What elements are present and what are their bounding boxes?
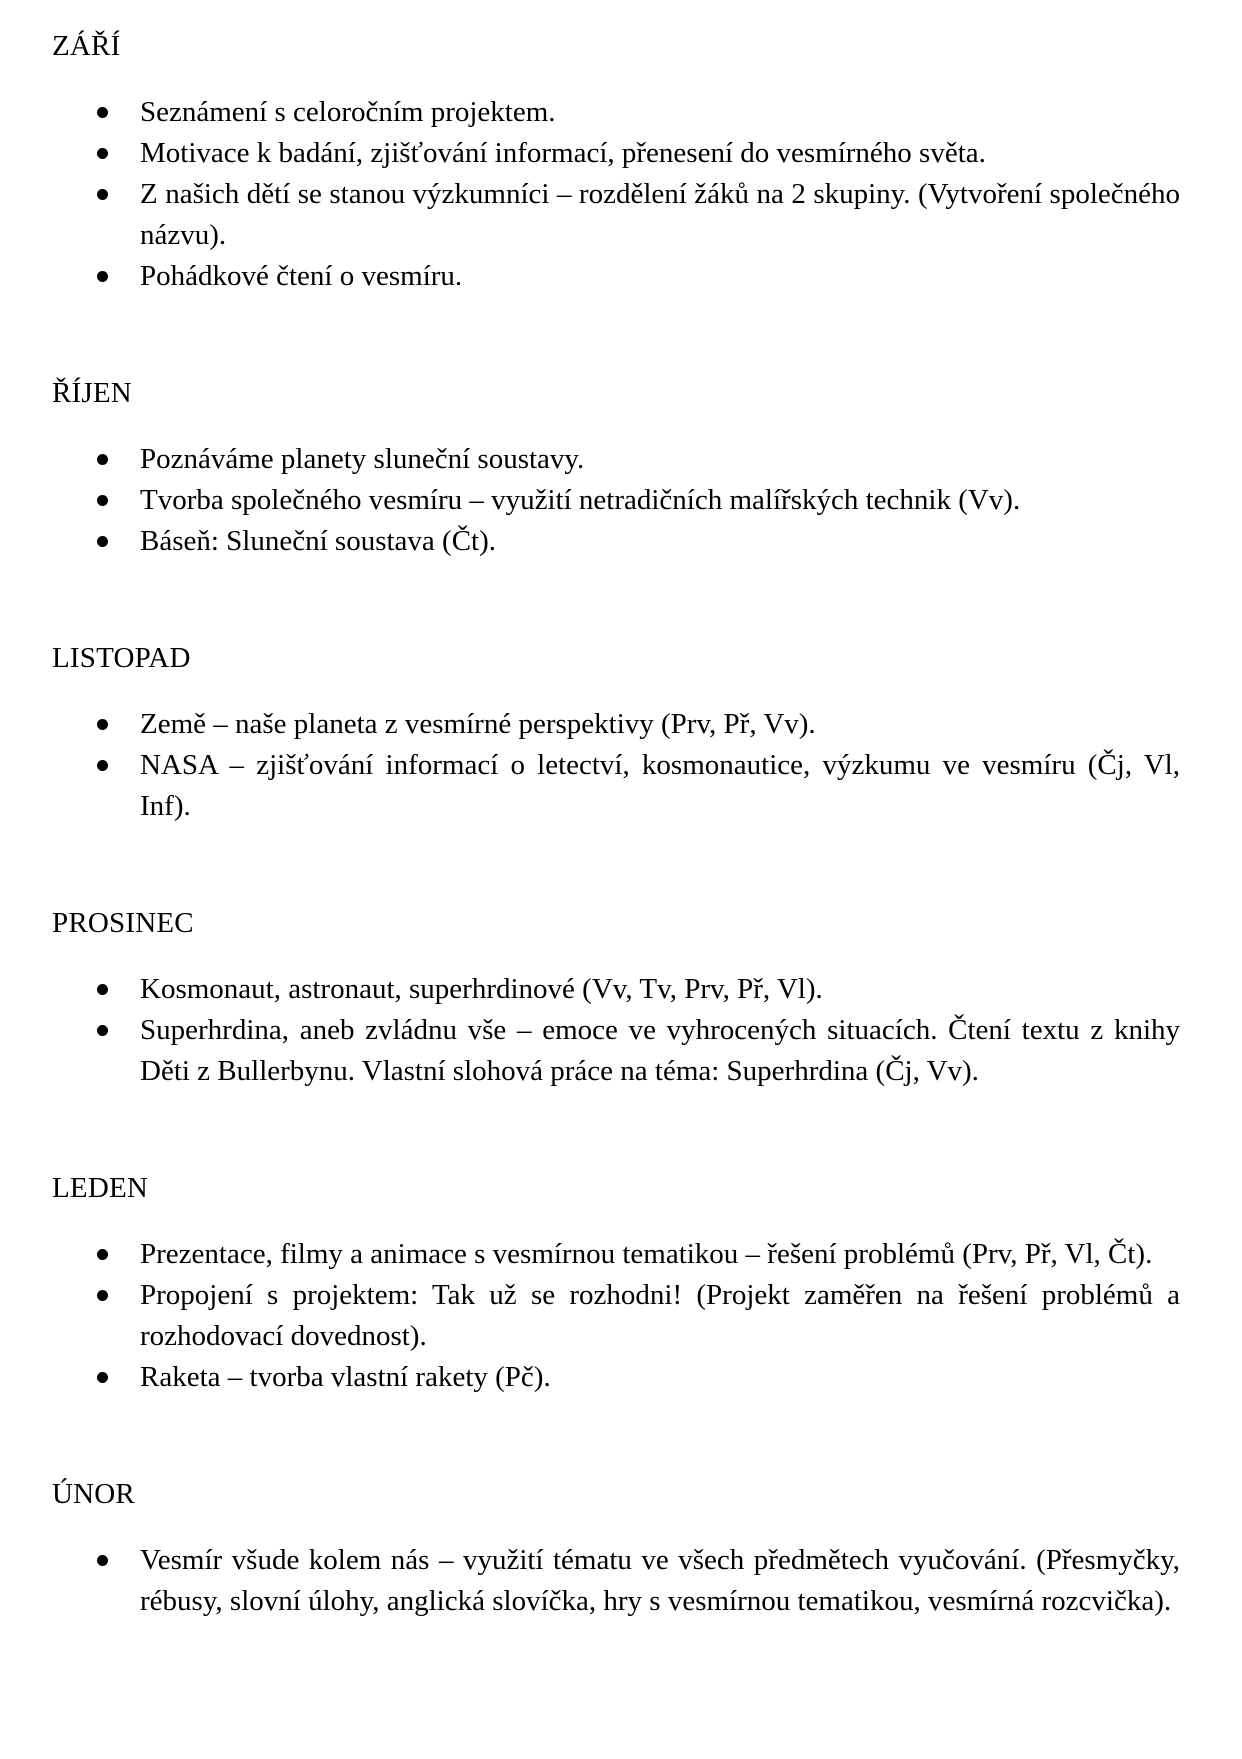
month-heading: PROSINEC xyxy=(52,907,194,939)
list-item-text: Prezentace, filmy a animace s vesmírnou tematikou – řešení problémů (Prv, Př, Vl, Čt). xyxy=(140,1238,1153,1270)
bullet-icon xyxy=(97,1372,108,1383)
list-item xyxy=(52,174,1180,256)
month-section xyxy=(52,638,1180,827)
list-item xyxy=(52,1234,1180,1275)
bullet-icon xyxy=(97,984,108,995)
document-page xyxy=(52,26,1180,1698)
month-section xyxy=(52,1474,1180,1622)
list-item xyxy=(52,256,1180,297)
list-item-text: Superhrdina, aneb zvládnu vše – emoce ve vyhrocených situacích. Čtení textu z knihy Děti z Bullerbynu. Vlastní slohová práce na téma: Superhrdina (Čj, Vv). xyxy=(140,1014,1180,1087)
list-item xyxy=(52,439,1180,480)
bullet-icon xyxy=(97,1555,108,1566)
list-item xyxy=(52,92,1180,133)
bullet-icon xyxy=(97,1249,108,1260)
list-item-text: Poznáváme planety sluneční soustavy. xyxy=(140,443,585,475)
list-item-text: Báseň: Sluneční soustava (Čt). xyxy=(140,525,497,557)
bullet-icon xyxy=(97,1290,108,1301)
bullet-list xyxy=(52,439,1180,562)
list-item xyxy=(52,1540,1180,1622)
month-section xyxy=(52,903,1180,1092)
bullet-list xyxy=(52,704,1180,827)
list-item-text: Vesmír všude kolem nás – využití tématu ve všech předmětech vyučování. (Přesmyčky, rébusy, slovní úlohy, anglická slovíčka, hry s vesmírnou tematikou, vesmírná rozcvička). xyxy=(140,1544,1180,1617)
bullet-icon xyxy=(97,536,108,547)
bullet-list xyxy=(52,92,1180,297)
list-item-text: Seznámení s celoročním projektem. xyxy=(140,96,556,128)
list-item xyxy=(52,521,1180,562)
list-item-text: NASA – zjišťování informací o letectví, kosmonautice, výzkumu ve vesmíru (Čj, Vl, Inf). xyxy=(140,749,1180,822)
list-item xyxy=(52,1275,1180,1357)
bullet-icon xyxy=(97,454,108,465)
list-item-text: Raketa – tvorba vlastní rakety (Pč). xyxy=(140,1361,551,1393)
bullet-list xyxy=(52,969,1180,1092)
bullet-icon xyxy=(97,760,108,771)
list-item xyxy=(52,133,1180,174)
list-item xyxy=(52,745,1180,827)
bullet-icon xyxy=(97,271,108,282)
bullet-icon xyxy=(97,148,108,159)
bullet-icon xyxy=(97,189,108,200)
list-item xyxy=(52,1357,1180,1398)
bullet-icon xyxy=(97,1025,108,1036)
month-heading: ŘÍJEN xyxy=(52,377,132,409)
list-item-text: Motivace k badání, zjišťování informací, přenesení do vesmírného světa. xyxy=(140,137,986,169)
month-section xyxy=(52,373,1180,562)
list-item xyxy=(52,969,1180,1010)
list-item-text: Tvorba společného vesmíru – využití netradičních malířských technik (Vv). xyxy=(140,484,1021,516)
bullet-icon xyxy=(97,719,108,730)
list-item xyxy=(52,480,1180,521)
month-section xyxy=(52,1168,1180,1398)
list-item-text: Země – naše planeta z vesmírné perspektivy (Prv, Př, Vv). xyxy=(140,708,816,740)
bullet-list xyxy=(52,1540,1180,1622)
list-item-text: Propojení s projektem: Tak už se rozhodni! (Projekt zaměřen na řešení problémů a rozhodovací dovednost). xyxy=(140,1279,1180,1352)
bullet-icon xyxy=(97,495,108,506)
month-heading: ÚNOR xyxy=(52,1478,135,1510)
month-section xyxy=(52,26,1180,297)
bullet-icon xyxy=(97,107,108,118)
list-item xyxy=(52,1010,1180,1092)
list-item-text: Z našich dětí se stanou výzkumníci – rozdělení žáků na 2 skupiny. (Vytvoření společného názvu). xyxy=(140,178,1180,251)
month-heading: ZÁŘÍ xyxy=(52,30,121,62)
bullet-list xyxy=(52,1234,1180,1398)
list-item-text: Pohádkové čtení o vesmíru. xyxy=(140,260,463,292)
list-item xyxy=(52,704,1180,745)
month-heading: LISTOPAD xyxy=(52,642,191,674)
list-item-text: Kosmonaut, astronaut, superhrdinové (Vv, Tv, Prv, Př, Vl). xyxy=(140,973,823,1005)
month-heading: LEDEN xyxy=(52,1172,149,1204)
